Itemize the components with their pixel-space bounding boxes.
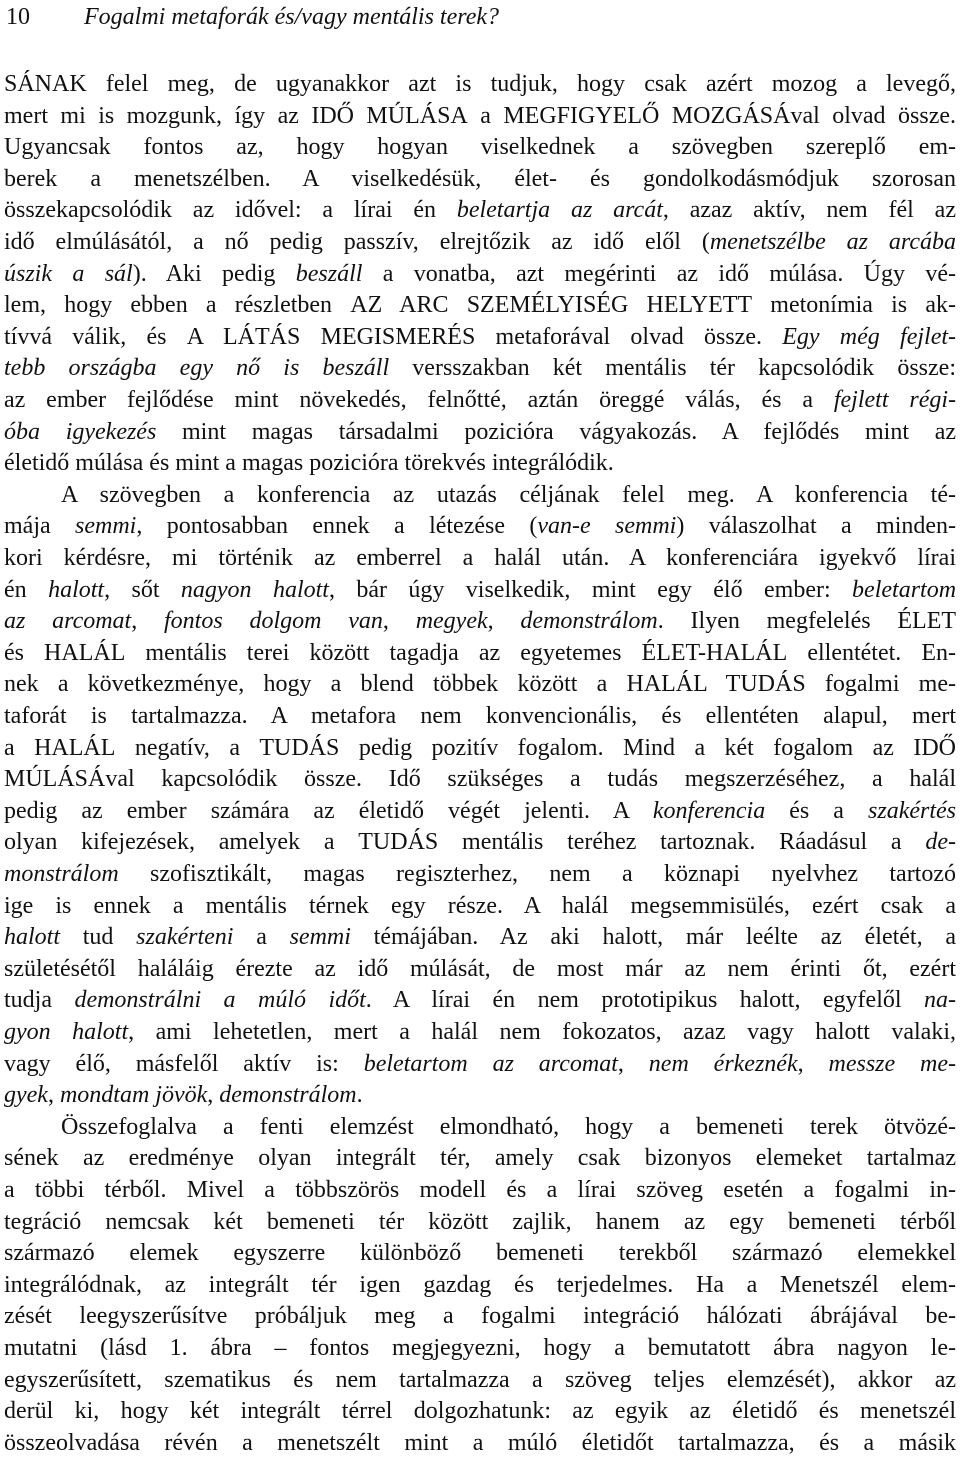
italic-span: de- — [925, 829, 956, 856]
text-line — [4, 416, 956, 448]
text-line — [4, 352, 956, 384]
running-title: Fogalmi metaforák és/vagy mentális terek? — [84, 4, 500, 30]
text-span: témájában. Az aki halott, már leélte az életét, a — [350, 924, 956, 951]
text-span: vagy élő, másfelől aktív is: — [4, 1050, 364, 1077]
text-line — [4, 194, 956, 226]
italic-span: az arcomat — [4, 608, 132, 635]
small-caps-span: TUDÁS — [259, 734, 340, 761]
text-line — [4, 1427, 956, 1459]
text-span: , — [207, 1082, 220, 1109]
text-span: val olvad össze. — [790, 102, 956, 129]
page-header — [4, 2, 956, 38]
text-span: a — [4, 734, 35, 761]
text-line — [4, 1048, 956, 1080]
text-span: , — [47, 1082, 60, 1109]
italic-span: nagyon halott — [180, 576, 329, 603]
text-line — [4, 953, 956, 985]
text-span: mentális terei között tagadja az egyetemes — [125, 639, 642, 666]
text-span: az ember fejlődése mint növekedés, felnőtté, aztán öreggé válás, és a — [4, 387, 834, 413]
text-span: tud — [60, 924, 137, 951]
text-span: ige is ennek a mentális térnek egy része. A halál megsemmisülés, ezért csak a — [4, 892, 956, 919]
text-line — [4, 321, 956, 353]
text-span: zését leegyszerűsítve próbáljuk meg a fogalmi integráció hálózati ábrájával be- — [4, 1303, 956, 1330]
small-caps-span: HALÁL — [34, 734, 116, 761]
text-line — [4, 890, 956, 922]
text-span: . — [356, 1082, 363, 1109]
text-span: ). Aki pedig — [132, 260, 296, 287]
text-span: lem, hogy ebben a részletben — [4, 292, 351, 319]
text-span: felel meg, de ugyanakkor azt is tudjuk, hogy csak azért mozog a levegő, — [86, 71, 956, 97]
text-span: származó elemek egyszerre különböző bemeneti terekből származó elemekkel — [4, 1240, 956, 1267]
italic-span: megyek — [415, 608, 488, 635]
text-span: fogalmi me- — [805, 671, 956, 698]
italic-span: konferencia — [652, 797, 766, 824]
small-caps-span: HALÁL TUDÁS — [626, 671, 806, 698]
text-line — [4, 1300, 956, 1332]
text-span: pedig pozitív fogalom. Mind a két fogalom az — [339, 734, 914, 761]
text-span: A szövegben a konferencia az utazás céljának felel meg. A konferencia té- — [61, 481, 956, 508]
text-line — [4, 1111, 956, 1143]
text-span: , — [487, 608, 521, 635]
text-line — [4, 1206, 956, 1238]
text-span: ellentétet. En- — [787, 639, 956, 666]
text-span: metonímia is ak- — [752, 292, 957, 319]
italic-span: Egy még fejlet- — [782, 323, 957, 350]
text-span: taforát is tartalmazza. A metafora nem konvencionális, és ellentéten alapul, mert — [4, 703, 956, 729]
italic-span: beszáll — [295, 260, 363, 287]
text-span: nek a következménye, hogy a blend többek között a — [4, 671, 627, 698]
text-line — [4, 1016, 956, 1048]
text-line — [4, 732, 956, 764]
italic-span: úszik a sál — [4, 260, 133, 287]
text-span: és — [4, 639, 45, 666]
text-span: és a — [765, 797, 869, 824]
text-span: születésétől haláláig érezte az idő múlását, de most már az nem érinti őt, ezért — [4, 955, 956, 982]
small-caps-span: MÚLÁSÁ — [4, 766, 106, 793]
text-line — [4, 258, 956, 290]
italic-span: demonstrálom — [219, 1082, 357, 1109]
text-span: , — [131, 608, 165, 635]
text-span: , pontosabban ennek a létezése ( — [136, 513, 538, 540]
text-span: a — [233, 924, 290, 951]
text-line — [4, 1332, 956, 1364]
text-span: , — [797, 1050, 829, 1077]
text-span: val kapcsolódik össze. Idő szükséges a tudás megszerzéséhez, a halál — [105, 766, 956, 793]
italic-span: beletartom az arcomat — [363, 1050, 618, 1077]
text-line — [4, 921, 956, 953]
text-line — [4, 384, 956, 416]
text-span: , — [617, 1050, 649, 1077]
italic-span: fejlett régi- — [833, 387, 957, 413]
text-line — [4, 605, 956, 637]
text-span: , — [382, 608, 416, 635]
text-line — [4, 700, 956, 732]
text-span: derül ki, hogy két integrált térrel dolgozhatunk: az egyik az életidő és menetszél — [4, 1398, 956, 1425]
italic-span: nem érkeznék — [648, 1050, 798, 1077]
text-span: életidő múlása és mint a magas pozicióra törekvés integrálódik. — [4, 450, 614, 477]
text-span: . Ilyen megfelelés — [657, 608, 898, 635]
text-line — [4, 289, 956, 321]
small-caps-span: TUDÁS — [358, 829, 439, 856]
text-span: integrálódnak, az integrált tér igen gazdag és terjedelmes. Ha a Menetszél elem- — [4, 1271, 956, 1298]
text-line — [4, 574, 956, 606]
text-span: Összefoglalva a fenti elemzést elmondható, hogy a bemeneti terek ötvözé- — [61, 1113, 956, 1140]
small-caps-span: AZ ARC SZEMÉLYISÉG HELYETT — [350, 292, 753, 319]
text-span: kori kérdésre, mi történik az emberrel a halál után. A konferenciára igyekvő lírai — [4, 545, 956, 571]
italic-span: menetszélbe az arcába — [709, 229, 956, 255]
text-span: , bár úgy viselkedik, mint egy élő ember: — [328, 576, 853, 603]
text-span: szofisztikált, magas regiszterhez, nem a köznapi nyelvhez tartozó — [118, 861, 956, 887]
small-caps-span: IDŐ — [913, 734, 957, 761]
text-span: tudja — [4, 987, 75, 1014]
text-line — [4, 1364, 956, 1396]
text-span: sének az eredménye olyan integrált tér, amely csak bizonyos elemeket tartalmaz — [4, 1145, 956, 1172]
italic-span: gyon halott — [4, 1019, 129, 1045]
text-span: negatív, a — [115, 734, 260, 761]
text-line — [4, 68, 956, 100]
text-span: mentális teréhez tartoznak. Ráadásul a — [438, 829, 926, 856]
text-span: mutatni (lásd 1. ábra – fontos megjegyezni, hogy a bemutatott ábra nagyon le- — [4, 1335, 956, 1361]
italic-span: semmi — [289, 924, 351, 951]
text-span: ) válaszolhat a minden- — [676, 513, 957, 540]
italic-span: gyek — [4, 1082, 48, 1109]
italic-span: tebb országba egy nő is beszáll — [4, 355, 390, 382]
italic-span: monstrálom — [4, 861, 119, 887]
text-line — [4, 1237, 956, 1269]
italic-span: van-e semmi — [537, 513, 677, 540]
text-line — [4, 668, 956, 700]
text-span: pedig az ember számára az életidő végét jelenti. A — [4, 797, 653, 824]
italic-span: szakértés — [868, 797, 956, 824]
small-caps-span: HALÁL — [44, 639, 126, 666]
italic-span: fontos dolgom van — [164, 608, 383, 635]
text-line — [4, 447, 956, 479]
text-span: egyszerűsített, szematikus és nem tartalmazza a szöveg teljes elemzését), akkor az — [4, 1366, 956, 1393]
italic-span: halott — [4, 924, 61, 951]
text-span: összeolvadása révén a menetszélt mint a múló életidőt tartalmazza, és a másik — [4, 1429, 956, 1456]
text-span: berek a menetszélben. A viselkedésük, élet- és gondolkodásmódjuk szorosan — [4, 165, 956, 192]
text-span: mája — [4, 513, 76, 540]
italic-span: semmi — [75, 513, 137, 540]
text-span: , sőt — [104, 576, 181, 603]
text-line — [4, 542, 956, 574]
text-line — [4, 1079, 956, 1111]
text-line — [4, 163, 956, 195]
text-line — [4, 763, 956, 795]
text-span: mert mi is mozgunk, így az — [4, 102, 312, 129]
italic-span: demonstrálom — [520, 608, 658, 635]
text-line — [4, 826, 956, 858]
text-span: a vonatba, azt megérinti az idő múlása. Úgy vé- — [362, 260, 956, 287]
text-line — [4, 226, 956, 258]
text-span: idő elmúlásától, a nő pedig passzív, elrejtőzik az idő elől ( — [4, 229, 710, 255]
italic-span: szakérteni — [136, 924, 234, 951]
text-line — [4, 858, 956, 890]
small-caps-span: MEGFIGYELŐ MOZGÁSÁ — [503, 102, 791, 129]
text-span: Ugyancsak fontos az, hogy hogyan viselkednek a szövegben szereplő em- — [4, 134, 956, 161]
small-caps-span: A LÁTÁS MEGISMERÉS — [186, 323, 476, 350]
text-span: metaforával olvad össze. — [475, 323, 783, 350]
text-span: , ami lehetetlen, mert a halál nem fokozatos, azaz vagy halott valaki, — [128, 1019, 956, 1045]
text-span: tegráció nemcsak két bemeneti tér között zajlik, hanem az egy bemeneti térből — [4, 1208, 956, 1235]
page-number: 10 — [6, 4, 30, 30]
italic-span: halott — [48, 576, 105, 603]
text-line — [4, 795, 956, 827]
text-span: , azaz aktív, nem fél az — [662, 197, 956, 224]
text-line — [4, 510, 956, 542]
italic-span: beletartja az arcát — [456, 197, 663, 224]
italic-span: na- — [923, 987, 956, 1014]
text-span: összekapcsolódik az idővel: a lírai én — [4, 197, 457, 224]
text-span: versszakban két mentális tér kapcsolódik össze: — [389, 355, 956, 382]
text-span: . A lírai én nem prototipikus halott, egyfelől — [365, 987, 924, 1014]
text-line — [4, 1269, 956, 1301]
text-span: a többi térből. Mivel a többszörös modell és a lírai szöveg esetén a fogalmi in- — [4, 1177, 956, 1203]
text-line — [4, 1174, 956, 1206]
italic-span: mondtam jövök — [59, 1082, 208, 1109]
text-line — [4, 637, 956, 669]
italic-span: óba igyekezés — [4, 418, 157, 445]
text-line — [4, 984, 956, 1016]
italic-span: beletartom — [852, 576, 957, 603]
italic-span: messze me- — [828, 1050, 957, 1077]
text-span: a — [467, 102, 504, 129]
text-line — [4, 100, 956, 132]
text-line — [4, 1142, 956, 1174]
text-span: olyan kifejezések, amelyek a — [4, 829, 359, 856]
text-line — [4, 131, 956, 163]
text-span: tívvá válik, és — [4, 323, 187, 350]
small-caps-span: ÉLET-HALÁL — [641, 639, 788, 666]
small-caps-span: SÁNAK — [4, 71, 87, 97]
small-caps-span: ÉLET — [897, 608, 957, 635]
text-line — [4, 1395, 956, 1427]
italic-span: demonstrálni a múló időt — [74, 987, 366, 1014]
text-span: én — [4, 576, 49, 603]
text-span: mint magas társadalmi pozicióra vágyakozás. A fejlődés mint az — [156, 418, 957, 445]
text-line — [4, 479, 956, 511]
small-caps-span: IDŐ MÚLÁSA — [311, 102, 468, 129]
